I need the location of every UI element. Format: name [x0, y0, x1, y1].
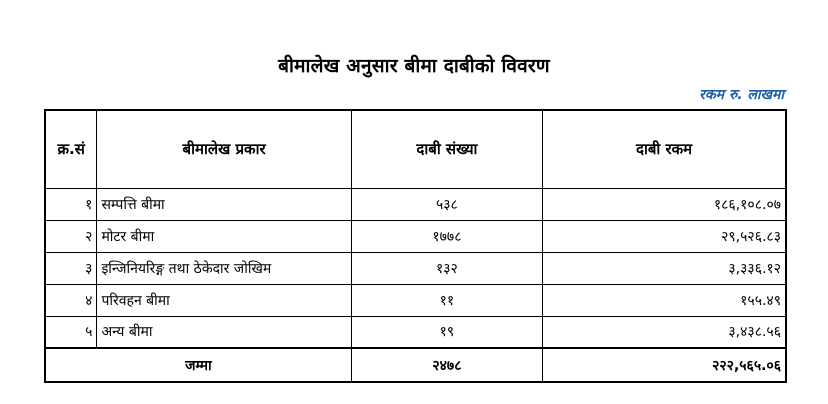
row-claim-count: १९	[351, 316, 542, 348]
row-policy-type: इन्जिनियरिङ्ग तथा ठेकेदार जोखिम	[97, 252, 351, 284]
table-row	[45, 252, 786, 284]
header-claim-amount: दाबी रकम	[543, 110, 786, 188]
header-row	[45, 110, 786, 188]
table-row	[45, 316, 786, 348]
row-claim-count: ५३८	[351, 188, 542, 220]
row-claim-count: ११	[351, 284, 542, 316]
header-sn: क्र.सं	[45, 110, 97, 188]
table-header	[45, 110, 786, 188]
total-claim-count: २४७८	[351, 348, 542, 382]
table-body	[45, 188, 786, 348]
row-sn: ३	[45, 252, 97, 284]
row-claim-amount: १८६,१०८.०७	[543, 188, 786, 220]
table-row	[45, 220, 786, 252]
header-policy-type: बीमालेख प्रकार	[97, 110, 351, 188]
total-label: जम्मा	[45, 348, 351, 382]
row-claim-count: १७७८	[351, 220, 542, 252]
total-claim-amount: २२२,५६५.०६	[543, 348, 786, 382]
row-claim-amount: १५५.४९	[543, 284, 786, 316]
row-claim-amount: ३,४३८.५६	[543, 316, 786, 348]
row-policy-type: परिवहन बीमा	[97, 284, 351, 316]
page-title: बीमालेख अनुसार बीमा दाबीको विवरण	[278, 55, 550, 77]
row-policy-type: अन्य बीमा	[97, 316, 351, 348]
row-claim-amount: २९,५२६.८३	[543, 220, 786, 252]
table-row	[45, 188, 786, 220]
unit-note: रकम रु. लाखमा	[699, 87, 784, 103]
row-policy-type: मोटर बीमा	[97, 220, 351, 252]
row-claim-amount: ३,३३६.१२	[543, 252, 786, 284]
row-sn: २	[45, 220, 97, 252]
row-sn: ५	[45, 316, 97, 348]
row-policy-type: सम्पत्ति बीमा	[97, 188, 351, 220]
header-claim-count: दाबी संख्या	[351, 110, 542, 188]
table-row	[45, 284, 786, 316]
row-claim-count: १३२	[351, 252, 542, 284]
table-footer	[45, 348, 786, 382]
total-row	[45, 348, 786, 382]
row-sn: १	[45, 188, 97, 220]
claims-table	[44, 109, 787, 383]
row-sn: ४	[45, 284, 97, 316]
